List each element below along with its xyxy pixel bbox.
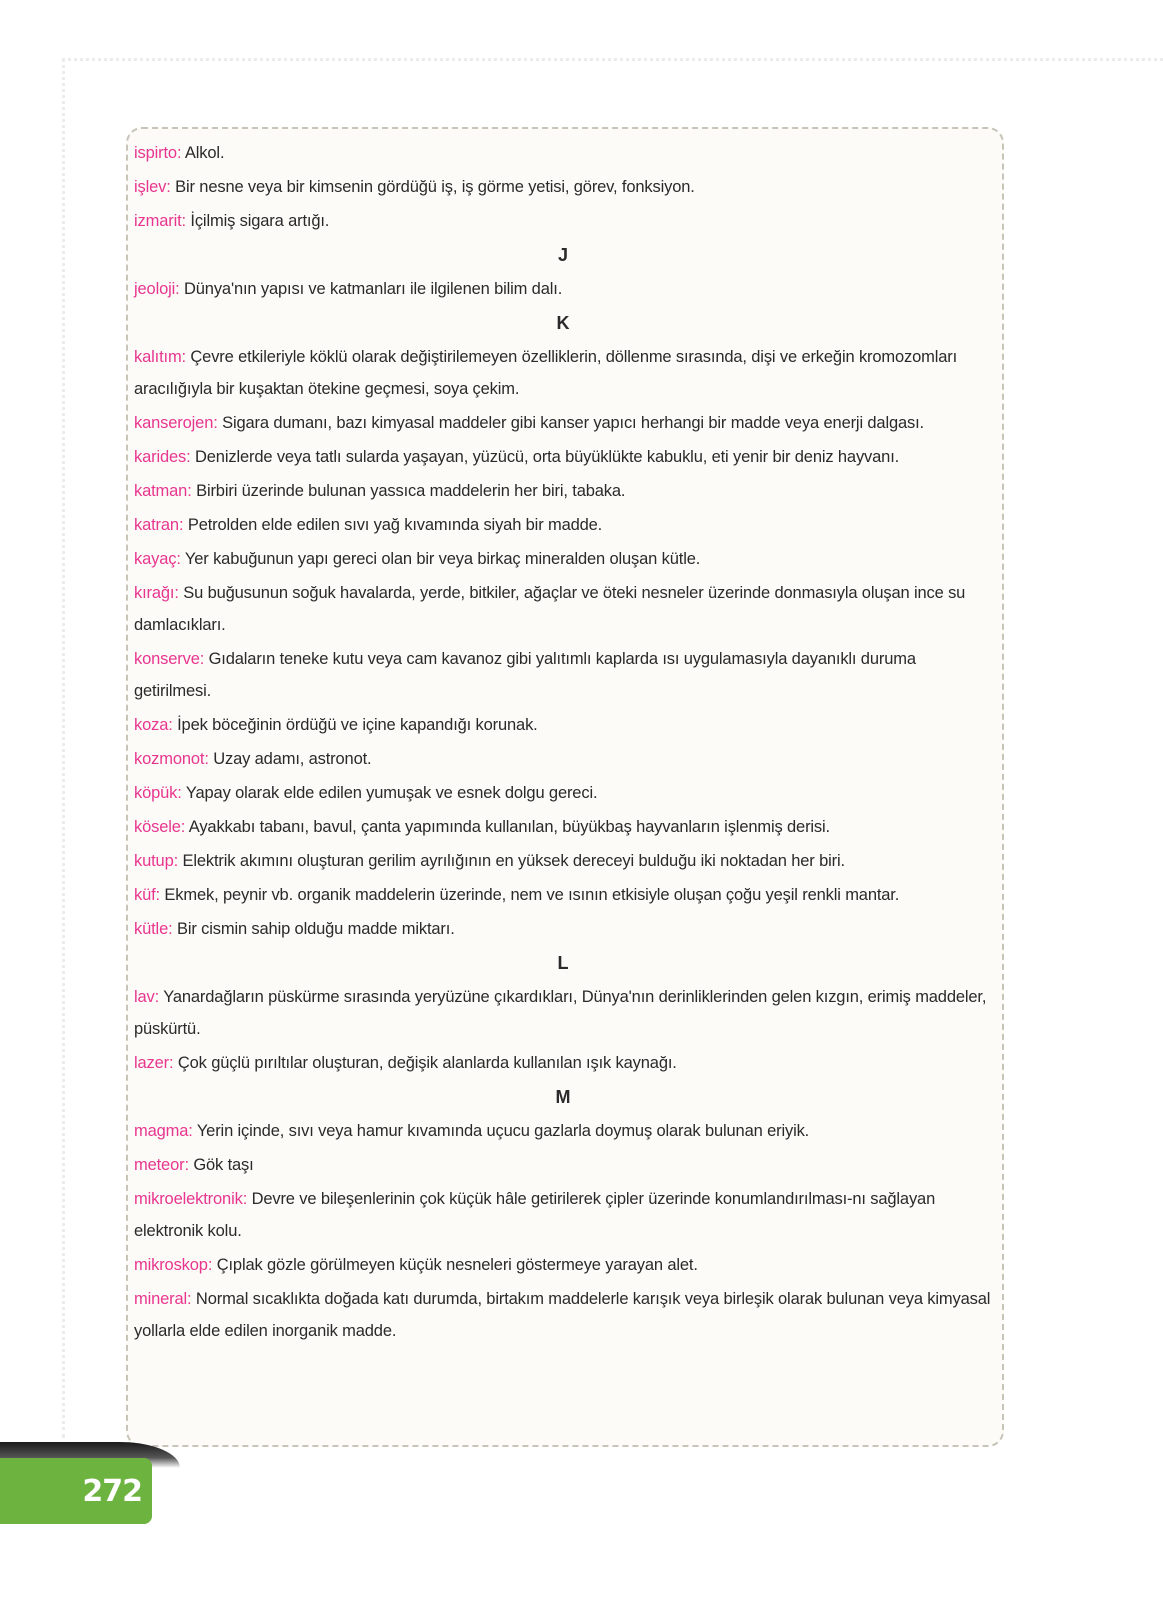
glossary-entry	[134, 1183, 992, 1247]
glossary-definition: Su buğusunun soğuk havalarda, yerde, bitkiler, ağaçlar ve öteki nesneler üzerinde donmasıyla oluşan ince su damlacıkları.	[134, 584, 966, 634]
glossary-definition: Birbiri üzerinde bulunan yassıca maddelerin her biri, tabaka.	[191, 482, 626, 500]
glossary-term: katman:	[134, 482, 192, 500]
section-letter: L	[557, 953, 569, 973]
glossary-entry	[134, 845, 992, 877]
glossary-term: meteor:	[134, 1156, 189, 1174]
glossary-entry	[134, 1249, 992, 1281]
glossary-definition: Devre ve bileşenlerinin çok küçük hâle getirilerek çipler üzerinde konumlandırılması-nı sağlayan elektronik kolu.	[134, 1190, 936, 1240]
glossary-definition: Çevre etkileriyle köklü olarak değiştirilemeyen özelliklerin, döllenme sırasında, dişi ve erkeğin kromozomları aracılığıyla bir kuşaktan ötekine geçmesi, soya çekim.	[134, 348, 958, 398]
glossary-entry	[134, 777, 992, 809]
glossary-definition: Bir nesne veya bir kimsenin gördüğü iş, iş görme yetisi, görev, fonksiyon.	[170, 178, 695, 196]
page-number-tab	[0, 1458, 152, 1524]
glossary-definition: Çıplak gözle görülmeyen küçük nesneleri göstermeye yarayan alet.	[212, 1256, 698, 1274]
glossary-definition: Denizlerde veya tatlı sularda yaşayan, yüzücü, orta büyüklükte kabuklu, eti yenir bir deniz hayvanı.	[190, 448, 900, 466]
glossary-term: kösele:	[134, 818, 186, 836]
glossary-definition: Yer kabuğunun yapı gereci olan bir veya birkaç mineralden oluşan kütle.	[180, 550, 701, 568]
glossary-definition: Normal sıcaklıkta doğada katı durumda, birtakım maddelerle karışık veya birleşik olarak bulunan veya kimyasal yollarla elde edilen inorganik madde.	[134, 1290, 991, 1340]
glossary-term: lazer:	[134, 1054, 174, 1072]
glossary-definition: İpek böceğinin ördüğü ve içine kapandığı korunak.	[172, 716, 538, 734]
section-letter: K	[556, 313, 570, 333]
glossary-term: kozmonot:	[134, 750, 209, 768]
glossary-entry	[134, 543, 992, 575]
glossary-entry	[134, 509, 992, 541]
glossary-term: köpük:	[134, 784, 182, 802]
glossary-term: lav:	[134, 988, 160, 1006]
glossary-entry	[134, 205, 992, 237]
glossary-definition: Alkol.	[181, 144, 225, 162]
glossary-entry	[134, 273, 992, 305]
glossary-entry	[134, 137, 992, 169]
glossary-entry	[134, 171, 992, 203]
glossary-definition: Elektrik akımını oluşturan gerilim ayrılığının en yüksek dereceyi bulduğu iki noktadan her biri.	[178, 852, 845, 870]
glossary-term: koza:	[134, 716, 173, 734]
glossary-entry	[134, 913, 992, 945]
glossary-term: izmarit:	[134, 212, 186, 230]
glossary-entry	[134, 1047, 992, 1079]
glossary-definition: Gıdaların teneke kutu veya cam kavanoz gibi yalıtımlı kaplarda ısı uygulamasıyla dayanıklı duruma getirilmesi.	[134, 650, 916, 700]
glossary-definition: Dünya'nın yapısı ve katmanları ile ilgilenen bilim dalı.	[179, 280, 563, 298]
glossary-entry	[134, 441, 992, 473]
glossary-entry	[134, 341, 992, 405]
glossary-term: jeoloji:	[134, 280, 180, 298]
glossary-term: ispirto:	[134, 144, 182, 162]
glossary-definition: Gök taşı	[188, 1156, 254, 1174]
glossary-entry	[134, 475, 992, 507]
glossary-definition: Yanardağların püskürme sırasında yeryüzüne çıkardıkları, Dünya'nın derinliklerinden gelen kızgın, erimiş maddeler, püskürtü.	[134, 988, 987, 1038]
glossary-term: kutup:	[134, 852, 179, 870]
glossary-entry	[134, 743, 992, 775]
glossary-term: kanserojen:	[134, 414, 218, 432]
glossary-term: işlev:	[134, 178, 171, 196]
glossary-entry	[134, 811, 992, 843]
glossary-term: mikroelektronik:	[134, 1190, 248, 1208]
glossary-term: karides:	[134, 448, 191, 466]
glossary-box	[126, 127, 1004, 1447]
glossary-entry	[134, 1149, 992, 1181]
glossary-term: konserve:	[134, 650, 205, 668]
glossary-entry	[134, 1115, 992, 1147]
glossary-term: kırağı:	[134, 584, 179, 602]
glossary-term: kütle:	[134, 920, 173, 938]
glossary-definition: Çok güçlü pırıltılar oluşturan, değişik alanlarda kullanılan ışık kaynağı.	[173, 1054, 677, 1072]
glossary-term: kayaç:	[134, 550, 181, 568]
glossary-term: magma:	[134, 1122, 193, 1140]
glossary-term: mineral:	[134, 1290, 192, 1308]
glossary-definition: Petrolden elde edilen sıvı yağ kıvamında siyah bir madde.	[183, 516, 603, 534]
glossary-definition: Uzay adamı, astronot.	[208, 750, 372, 768]
glossary-entry	[134, 1283, 992, 1347]
glossary-entry	[134, 577, 992, 641]
glossary-term: kalıtım:	[134, 348, 186, 366]
glossary-entry	[134, 407, 992, 439]
glossary-entry	[134, 981, 992, 1045]
glossary-definition: Bir cismin sahip olduğu madde miktarı.	[172, 920, 455, 938]
glossary-definition: Sigara dumanı, bazı kimyasal maddeler gibi kanser yapıcı herhangi bir madde veya enerji dalgası.	[217, 414, 924, 432]
glossary-definition: Ayakkabı tabanı, bavul, çanta yapımında kullanılan, büyükbaş hayvanların işlenmiş derisi.	[185, 818, 830, 836]
glossary-entry	[134, 879, 992, 911]
glossary-definition: Ekmek, peynir vb. organik maddelerin üzerinde, nem ve ısının etkisiyle oluşan çoğu yeşil renkli mantar.	[160, 886, 900, 904]
glossary-entry	[134, 709, 992, 741]
page-number: 272	[82, 1473, 142, 1509]
glossary-definition: İçilmiş sigara artığı.	[185, 212, 330, 230]
section-letter: J	[557, 245, 568, 265]
glossary-term: küf:	[134, 886, 160, 904]
glossary-term: katran:	[134, 516, 184, 534]
glossary-definition: Yapay olarak elde edilen yumuşak ve esnek dolgu gereci.	[181, 784, 598, 802]
glossary-definition: Yerin içinde, sıvı veya hamur kıvamında uçucu gazlarla doymuş olarak bulunan eriyik.	[192, 1122, 810, 1140]
section-letter: M	[555, 1087, 571, 1107]
glossary-term: mikroskop:	[134, 1256, 213, 1274]
glossary-entry	[134, 643, 992, 707]
